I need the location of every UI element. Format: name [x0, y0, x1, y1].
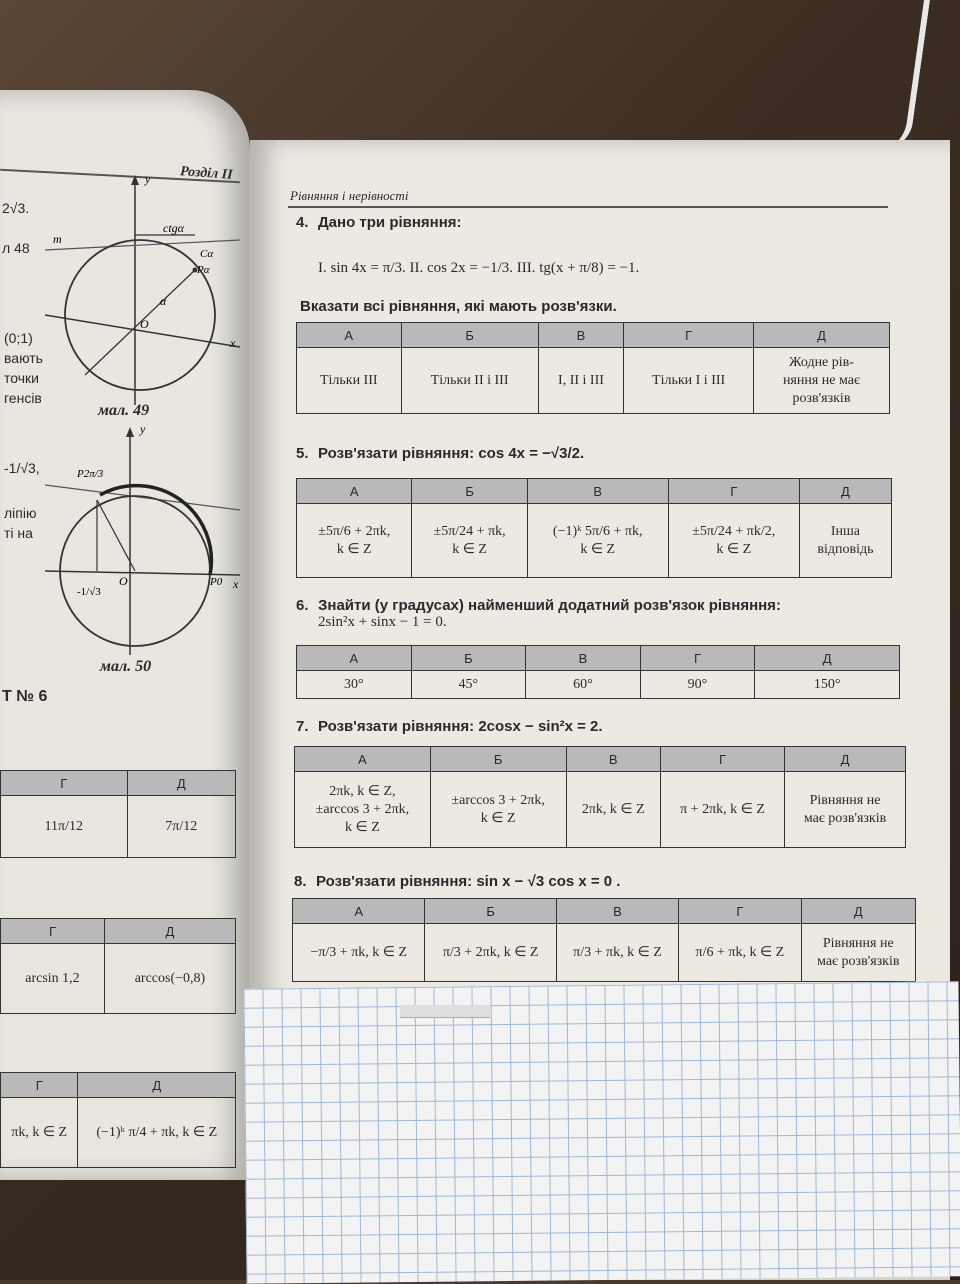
col-header: Г — [668, 479, 799, 504]
col-header: А — [297, 646, 412, 671]
answer-cell: Жодне рів- няння не має розв'язків — [753, 348, 889, 414]
right-page-header: Рівняння і нерівності — [290, 188, 409, 203]
graph-paper-sheet — [243, 981, 960, 1283]
origin-label: O — [119, 574, 128, 588]
answer-cell: −π/3 + πk, k ∈ Z — [293, 924, 425, 982]
answer-cell: 2πk, k ∈ Z, ±arccos 3 + 2πk, k ∈ Z — [295, 772, 431, 848]
side-fragment: генсів — [4, 390, 42, 406]
col-header: А — [295, 747, 431, 772]
col-header: Д — [801, 899, 915, 924]
question-text: Розв'язати рівняння: 2cosx − sin²x = 2. — [318, 718, 603, 735]
col-header: Г — [1, 919, 105, 944]
col-header: Б — [411, 646, 526, 671]
question-text: Дано три рівняння: — [318, 214, 462, 231]
answer-cell: Тільки II і III — [401, 348, 538, 414]
col-header: Д — [78, 1073, 236, 1098]
col-header: Г — [1, 1073, 78, 1098]
ctg-label: ctgα — [163, 221, 184, 235]
col-header: Б — [401, 323, 538, 348]
answer-cell: 30° — [297, 671, 412, 699]
side-fragment: л 48 — [2, 240, 30, 256]
angle-label: α — [160, 294, 167, 308]
col-header: А — [297, 323, 402, 348]
answer-cell: 90° — [640, 671, 755, 699]
side-fragment: ті на — [4, 525, 33, 541]
figure-49 — [45, 175, 245, 405]
side-fragment: 2√3. — [2, 200, 30, 216]
axis-label: x — [230, 336, 236, 350]
col-header: Д — [753, 323, 889, 348]
question-text: Розв'язати рівняння: cos 4x = −√3/2. — [318, 445, 585, 462]
question-text: Знайти (у градусах) найменший додатний розв'язок рівняння: — [318, 597, 781, 614]
answer-cell: π/3 + 2πk, k ∈ Z — [425, 924, 556, 982]
question-number: 6. — [296, 597, 309, 614]
point-label: Pα — [197, 264, 210, 276]
answer-cell: Інша відповідь — [799, 504, 891, 578]
header-rule — [288, 206, 888, 208]
axis-label: y — [145, 175, 151, 186]
question-number: 5. — [296, 445, 309, 462]
question-equations: I. sin 4x = π/3. II. cos 2x = −1/3. III. tg(x + π/8) = −1. — [318, 260, 640, 276]
left-table-2 — [0, 918, 236, 1014]
side-fragment: -1/√3, — [4, 460, 40, 476]
question-text: Розв'язати рівняння: sin x − √3 cos x = 0 . — [316, 873, 621, 890]
col-header: В — [566, 747, 660, 772]
answer-cell: π/3 + πk, k ∈ Z — [556, 924, 678, 982]
question-number: 8. — [294, 873, 307, 890]
col-header: Д — [799, 479, 891, 504]
left-table-3 — [0, 1072, 236, 1168]
col-header: В — [538, 323, 624, 348]
answer-cell: Тільки III — [297, 348, 402, 414]
point-label: P0 — [210, 576, 223, 588]
col-header: Г — [660, 747, 784, 772]
figure-49-caption: мал. 49 — [98, 402, 150, 419]
col-header: В — [556, 899, 678, 924]
col-header: Б — [430, 747, 566, 772]
question-equations: 2sin²x + sinx − 1 = 0. — [318, 614, 447, 630]
col-header: Г — [679, 899, 801, 924]
question-number: 4. — [296, 214, 309, 231]
answer-cell: ±5π/24 + πk/2, k ∈ Z — [668, 504, 799, 578]
answer-cell: Рівняння не має розв'язків — [785, 772, 906, 848]
answer-cell: ±arccos 3 + 2πk, k ∈ Z — [430, 772, 566, 848]
side-fragment: вають — [4, 350, 43, 366]
point-label: Cα — [200, 248, 214, 260]
answer-cell: 11π/12 — [1, 796, 128, 858]
col-header: Д — [785, 747, 906, 772]
answer-cell: arccos(−0,8) — [104, 944, 235, 1014]
answer-cell: ±5π/24 + πk, k ∈ Z — [412, 504, 527, 578]
answer-table-7 — [294, 746, 906, 848]
line-label: m — [53, 232, 62, 246]
paper-fold — [400, 1005, 490, 1018]
answer-cell: 45° — [411, 671, 526, 699]
tick-label: -1/√3 — [77, 586, 101, 598]
col-header: А — [293, 899, 425, 924]
col-header: А — [297, 479, 412, 504]
col-header: Б — [412, 479, 527, 504]
answer-table-6 — [296, 645, 900, 699]
figure-50-caption: мал. 50 — [100, 658, 152, 675]
answer-cell: (−1)ᵏ 5π/6 + πk, k ∈ Z — [527, 504, 668, 578]
answer-table-5 — [296, 478, 892, 578]
answer-table-8 — [292, 898, 916, 982]
axis-label: y — [140, 425, 146, 436]
col-header: Д — [755, 646, 900, 671]
question-number: 7. — [296, 718, 309, 735]
answer-cell: 7π/12 — [127, 796, 235, 858]
col-header: Б — [425, 899, 556, 924]
col-header: Г — [1, 771, 128, 796]
col-header: В — [526, 646, 641, 671]
answer-cell: 60° — [526, 671, 641, 699]
left-page-header: Розділ II — [179, 164, 234, 183]
answer-cell: 2πk, k ∈ Z — [566, 772, 660, 848]
answer-table-4 — [296, 322, 890, 414]
answer-cell: arcsin 1,2 — [1, 944, 105, 1014]
col-header: В — [527, 479, 668, 504]
answer-cell: π/6 + πk, k ∈ Z — [679, 924, 801, 982]
col-header: Д — [127, 771, 235, 796]
col-header: Г — [640, 646, 755, 671]
answer-cell: I, II і III — [538, 348, 624, 414]
col-header: Г — [624, 323, 754, 348]
side-fragment: точки — [4, 370, 39, 386]
axis-label: x — [233, 577, 239, 591]
col-header: Д — [104, 919, 235, 944]
figure-50 — [45, 425, 245, 655]
answer-cell: ±5π/6 + 2πk, k ∈ Z — [297, 504, 412, 578]
answer-cell: 150° — [755, 671, 900, 699]
answer-cell: Тільки I і III — [624, 348, 754, 414]
question-subtext: Вказати всі рівняння, які мають розв'язки. — [300, 298, 617, 315]
side-fragment: (0;1) — [4, 330, 33, 346]
side-fragment: ліпію — [4, 505, 37, 521]
answer-cell: Рівняння не має розв'язків — [801, 924, 915, 982]
answer-cell: π + 2πk, k ∈ Z — [660, 772, 784, 848]
left-table-1 — [0, 770, 236, 858]
answer-cell: (−1)ᵏ π/4 + πk, k ∈ Z — [78, 1098, 236, 1168]
answer-cell: πk, k ∈ Z — [1, 1098, 78, 1168]
test-label: Т № 6 — [2, 688, 48, 705]
origin-label: O — [140, 317, 149, 331]
point-label: P2π/3 — [77, 468, 104, 480]
